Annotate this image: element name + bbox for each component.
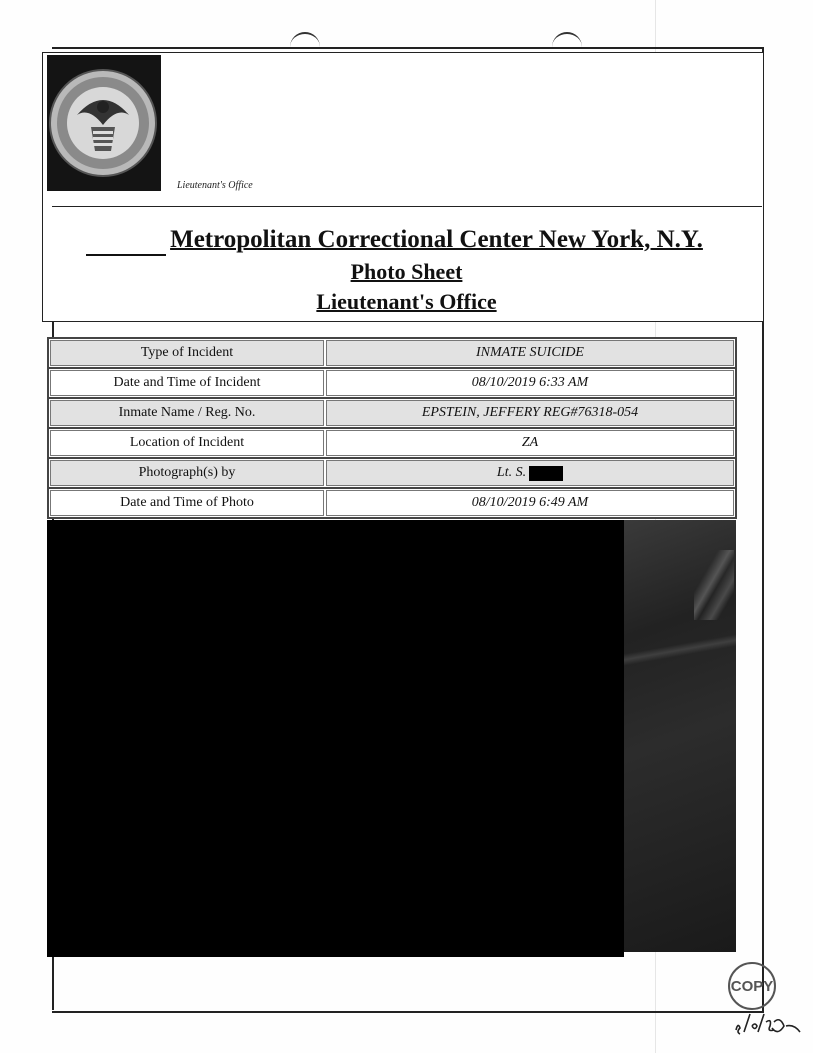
office-title-text: Lieutenant's Office [316, 289, 497, 314]
photo-visible-portion [624, 520, 736, 952]
row-label: Date and Time of Incident [50, 370, 324, 396]
photo-detail [624, 630, 736, 670]
table-row [49, 489, 735, 517]
row-label: Location of Incident [50, 430, 324, 456]
sheet-title [0, 259, 813, 285]
doj-seal-icon [47, 55, 161, 191]
redaction-block [529, 466, 563, 481]
table-row [49, 459, 735, 489]
table-row [49, 399, 735, 429]
table-row [49, 369, 735, 399]
sheet-title-text: Photo Sheet [350, 259, 463, 284]
office-tag: Lieutenant's Office [177, 180, 253, 191]
photographer-name: Lt. S. [496, 465, 527, 480]
photo-redaction-block [47, 520, 624, 957]
row-label: Type of Incident [50, 340, 324, 366]
facility-title [0, 226, 813, 254]
row-value: ZA [326, 430, 734, 456]
row-label: Photograph(s) by [50, 460, 324, 486]
handwritten-date-signature [730, 1000, 810, 1040]
row-value: INMATE SUICIDE [326, 340, 734, 366]
table-row [49, 429, 735, 459]
row-label: Date and Time of Photo [50, 490, 324, 516]
table-row [49, 339, 735, 369]
incident-table [47, 337, 737, 519]
copy-stamp: COPY [728, 962, 776, 1010]
row-value: 08/10/2019 6:49 AM [326, 490, 734, 516]
header-rule [52, 206, 762, 207]
row-value: EPSTEIN, JEFFERY REG#76318-054 [326, 400, 734, 426]
row-label: Inmate Name / Reg. No. [50, 400, 324, 426]
row-value: 08/10/2019 6:33 AM [326, 370, 734, 396]
title-lead-rule [86, 254, 166, 256]
photo-detail [694, 550, 734, 620]
facility-title-text: Metropolitan Correctional Center New York, N.Y. [170, 226, 703, 253]
row-value-photographer [326, 460, 734, 486]
office-title [0, 289, 813, 315]
